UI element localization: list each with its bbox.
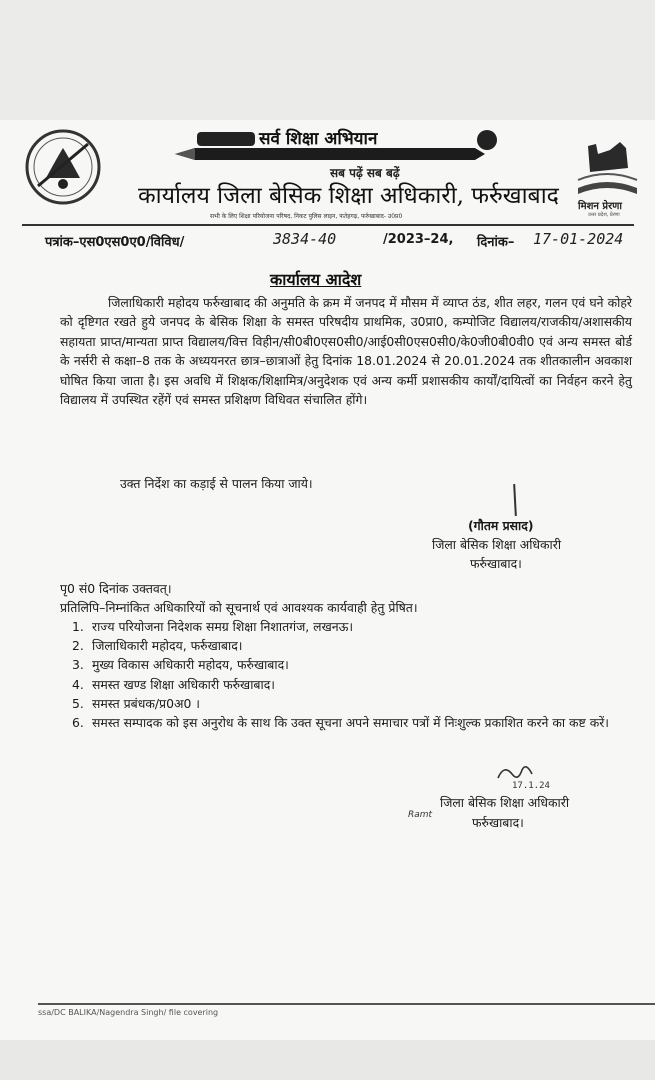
list-item: 5. समस्त प्रबंधक/प्र0अ0 । <box>72 695 200 711</box>
top-margin <box>0 0 655 120</box>
banner-text: सर्व शिक्षा अभियान <box>259 129 378 149</box>
distribution-list <box>72 617 632 732</box>
letter-number: 3834-40 <box>273 230 337 248</box>
handwritten-signature <box>492 760 552 790</box>
session-year: /2023–24, <box>383 232 454 247</box>
signatory2-place: फर्रुखाबाद। <box>472 815 524 830</box>
list-item: 6. समस्त सम्पादक को इस अनुरोध के साथ कि उक्त सूचना अपने समाचार पत्रों में निःशुल्क प्रकाशित करने का कष्ट करें। <box>72 715 609 731</box>
tagline: सब पढ़ें सब बढ़ें <box>330 166 400 180</box>
order-paragraph <box>60 293 632 409</box>
document-page <box>0 120 655 1040</box>
footer-divider <box>38 1003 655 1005</box>
date-label: दिनांक– <box>477 235 515 250</box>
letter-date: 17-01-2024 <box>533 230 624 248</box>
list-item: 4. समस्त खण्ड शिक्षा अधिकारी फर्रुखाबाद। <box>72 676 275 692</box>
up-emblem-logo <box>18 126 108 208</box>
signatory-title: जिला बेसिक शिक्षा अधिकारी <box>432 537 562 552</box>
mission-prerna-label: मिशन प्रेरणा <box>578 201 623 212</box>
signatory-name: (गौतम प्रसाद) <box>468 518 534 533</box>
order-closing: उक्त निर्देश का कड़ाई से पालन किया जाये। <box>120 476 313 491</box>
patrank: पत्रांक–एस0एस0ए0/विविध/ <box>45 235 185 250</box>
mission-prerna-sub: उत्तर प्रदेश, प्रेरणा <box>588 212 620 218</box>
header-divider <box>22 224 634 226</box>
signature-mark <box>513 484 517 516</box>
office-address: सभी के लिए शिक्षा परियोजना परिषद, निकट पुलिस लाइन, फतेहगढ़, फर्रुखाबाद- उ0प्र0 <box>210 213 403 220</box>
list-item: 3. मुख्य विकास अधिकारी महोदय, फर्रुखाबाद। <box>72 657 289 673</box>
list-item: 2. जिलाधिकारी महोदय, फर्रुखाबाद। <box>72 638 243 654</box>
order-heading: कार्यालय आदेश <box>270 270 362 289</box>
signature-date: 17.1.24 <box>512 781 550 790</box>
clerk-initial: Ramt <box>408 810 433 820</box>
signatory2-title: जिला बेसिक शिक्षा अधिकारी <box>440 795 570 810</box>
signatory-place: फर्रुखाबाद। <box>470 556 522 571</box>
order-paragraph-text: जिलाधिकारी महोदय फर्रुखाबाद की अनुमति के क्रम में जनपद में मौसम में व्याप्त ठंड, शीत लहर, गलन एवं घने कोहरे को दृष्टिगत रखते हुये जनपद के बेसिक शिक्षा के समस्त परिषदीय प्राथमिक, उ0प्रा0, कम्पोजिट विद्यालय/राजकीय/अशासकीय सहायता प्राप्त/मान्यता प्राप्त विद्यालय/वित्त विहीन/सी0बी0एस0सी0/आई0सी0एस0सी0/के0जी0बी0वी0 एवं अन्य समस्त बोर्ड के नर्सरी से कक्षा–8 तक के अध्ययनरत छात्र–छात्राओं हेतु दिनांक 18.01.2024 से 20.01.2024 तक शीतकालीन अवकाश घोषित किया जाता है। इस अवधि में शिक्षक/शिक्षामित्र/अनुदेशक एवं अन्य कर्मी प्रशासकीय कार्यों/दायित्वों का निर्वहन करने हेतु विद्यालय में उपस्थित रहेंगें एवं समस्त प्रशिक्षण विधिवत संचालित होंगे। <box>60 295 632 408</box>
copy-intro: प्रतिलिपि–निम्नांकित अधिकारियों को सूचनार्थ एवं आवश्यक कार्यवाही हेतु प्रेषित। <box>60 600 418 615</box>
copy-reference: पृ0 सं0 दिनांक उक्तवत्। <box>60 581 172 596</box>
list-item: 1. राज्य परियोजना निदेशक समग्र शिक्षा निशातगंज, लखनऊ। <box>72 619 354 634</box>
office-title: कार्यालय जिला बेसिक शिक्षा अधिकारी, फर्रुखाबाद <box>138 183 559 209</box>
file-footer: ssa/DC BALIKA/Nagendra Singh/ file covering <box>38 1008 219 1017</box>
